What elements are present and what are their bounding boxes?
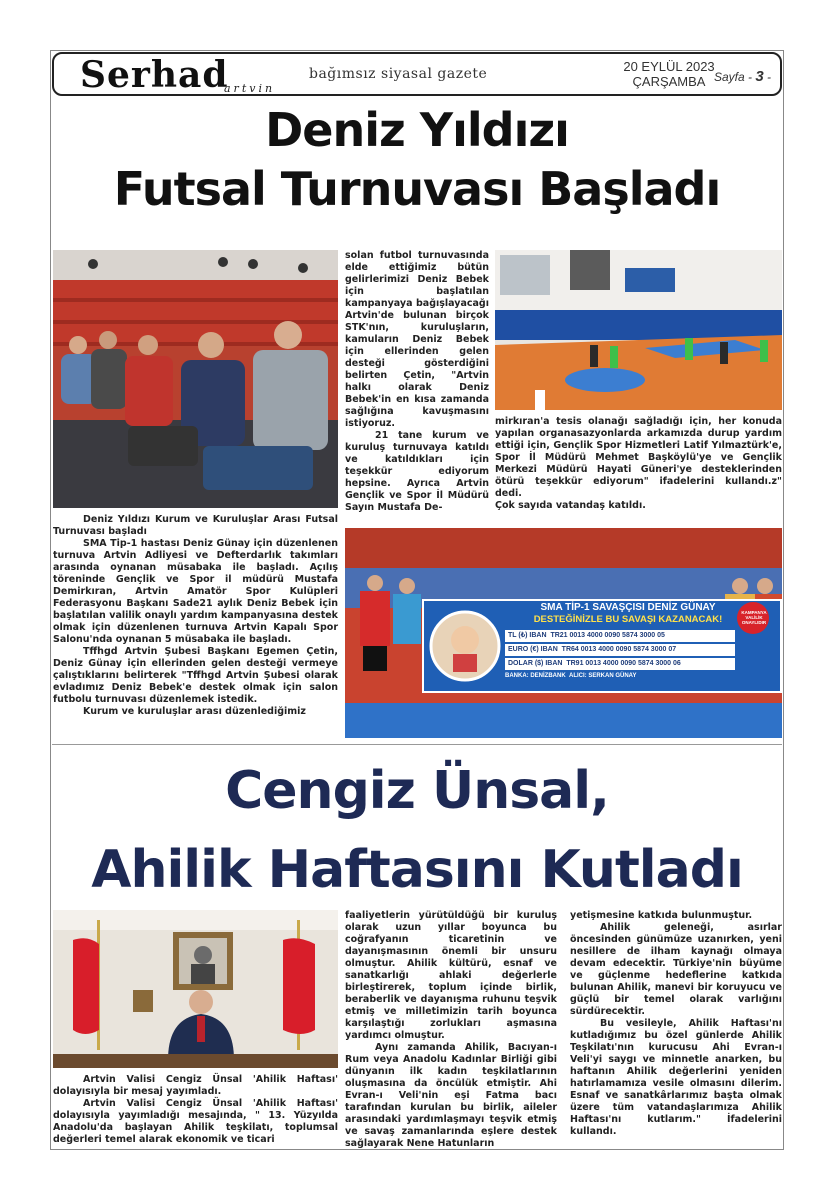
- page-number-label: Sayfa -: [714, 70, 753, 84]
- newspaper-logo: Serhad: [80, 54, 229, 96]
- newspaper-tagline: bağımsız siyasal gazete: [309, 66, 488, 82]
- article2-col2-para: Aynı zamanda Ahilik, Bacıyan-ı Rum veya Anadolu Kadınlar Birliği gibi dünyanın ilk kadın teşkilatlarının oluşmasına da öncülük etmiştir. Ahi Evran-ı Veli'nin eşi Fatma bacı tarafından kurulan bu birlik, aileler arasındaki yardımlaşmayı teşvik etmiş ve savaş zamanlarında eşlere destek sağlayarak Nene Hatunların: [345, 1042, 557, 1149]
- article2-col3-para: Bu vesileyle, Ahilik Haftası'nı kutladığımız bu özel günlerde Ahilik Teşkilatı'nın kurucusu Ahi Evran-ı Veli'yi saygı ve minnetle anarken, bu haftanın Ahilik değerlerini yeniden hatırlamamıza vesile olmasını dilerim. Esnaf ve sanatkârlarımız başta olmak üzere tüm vatandaşlarımıza Ahilik Haftası'nı kutlarım." İfadelerini kullandı.: [570, 1018, 782, 1137]
- article2-photo-caption: Artvin Valisi Cengiz Ünsal 'Ahilik Haftası' dolayısıyla bir mesaj yayımladı.: [53, 1074, 338, 1097]
- spectators-photo: [53, 250, 338, 508]
- section-divider: [52, 744, 782, 745]
- banner-iban-row: [505, 630, 735, 642]
- masthead: [52, 52, 782, 96]
- banner-recipient: ALICI: SERKAN GÜNAY: [569, 673, 637, 679]
- article2-col3-para: yetişmesine katkıda bulunmuştur.: [570, 910, 753, 921]
- article2-headline-line1: Cengiz Ünsal,: [225, 761, 609, 821]
- iban-label: DOLAR ($) IBAN: [508, 660, 563, 667]
- article2-column-3: [570, 910, 782, 1138]
- page-number: [714, 68, 771, 85]
- issue-weekday: ÇARŞAMBA: [632, 74, 706, 89]
- article1-col3-para: Çok sayıda vatandaş katıldı.: [495, 500, 646, 511]
- article1-column-3: [495, 416, 782, 512]
- banner-iban-row: [505, 644, 735, 656]
- page-number-suffix: -: [767, 70, 772, 84]
- article1-photo-caption: Deniz Yıldızı Kurum ve Kuruluşlar Arası Futsal Turnuvası başladı: [53, 514, 338, 537]
- banner-badge: KAMPANYA VALİLİK ONAYLIDIR: [741, 610, 767, 625]
- article1-col1-para: Kurum ve kuruluşlar arası düzenlediğimiz: [83, 706, 306, 717]
- article2-headline-line2: Ahilik Haftasını Kutladı: [91, 840, 743, 900]
- iban-value: TR64 0013 4000 0090 5874 3000 07: [561, 646, 677, 653]
- article1-col3-para: mirkıran'a tesis olanağı sağladığı için, her konuda yapılan organasazyonlarda arkamızda durup yardım ettiği için, Gençlik Spor Hizmetleri Latif Yılmaztürk'e, Spor İl Müdürü Mehmet Başköylü'ye ve Gençlik Merkezi Müdürü Hayati Güneri'ye desteklerinden ötürü teşekkür ediyorum" ifadelerini kullandı.z" dedi.: [495, 416, 782, 499]
- issue-date-day: 20 EYLÜL 2023: [623, 59, 715, 74]
- iban-value: TR91 0013 4000 0090 5874 3000 06: [566, 660, 681, 667]
- article1-col1-para: SMA Tip-1 hastası Deniz Günay için düzenlenen turnuva Artvin Adliyesi ve Defterdarlık takımları arasında oynanan müsabaka ile başladı. Açılış töreninde Gençlik ve Spor il müdürü Mustafa Demirkıran, Artvin Amatör Spor Kulüpleri Federasyonu Başkanı Sade21 aylık Deniz Bebek için başlatılan valilik onaylı yardım kampanyasına destek olmak için düzenlenen turnuva Artvin Kapalı Spor Salonu'nda oynanan 5 müsabaka ile başladı.: [53, 538, 338, 645]
- article1-col2-para: 21 tane kurum ve kuruluş turnuvaya katıldı ve katıldıkları için teşekkür ediyorum hepsine. Ayrıca Artvin Gençlik ve Spor İl Müdürü Sayın Mustafa De-: [345, 430, 489, 513]
- newspaper-logo-subtitle: artvin: [224, 82, 276, 95]
- banner-iban-row: [505, 658, 735, 670]
- article1-headline: [52, 100, 782, 218]
- banner-bank: BANKA: DENİZBANK: [505, 673, 566, 679]
- article2-col3-para: Ahilik geleneği, asırlar öncesinden günümüze uzanırken, yeni nesillere de ilham kaynağı olmaya devam edecektir. Türkiye'nin büyüme ve güçlenme hedeflerine katkıda bulunan Ahilik, manevi bir koruyucu ve güçlü bir temel olarak varlığını sürdürecektir.: [570, 922, 782, 1017]
- article1-col2-para: solan futbol turnuvasında elde ettiğimiz bütün gelirlerimizi Deniz Bebek için başlatılan kampanyaya bağışlayacağı Artvin'de bulunan birçok STK'nın, kuruluşların, kamuların Deniz Bebek için ellerinden gelen desteği gösterdiğini belirten Çetin, "Artvin halkı olarak Deniz Bebek'in en kısa zamanda sağlığına kavuşmasını istiyoruz.: [345, 250, 489, 429]
- article2-column-2: [345, 910, 557, 1150]
- article1-column-2: [345, 250, 489, 514]
- article1-headline-line2: Futsal Turnuvası Başladı: [113, 162, 721, 216]
- article2-headline: [52, 752, 782, 910]
- iban-label: TL (₺) IBAN: [508, 632, 547, 639]
- governor-photo: [53, 910, 338, 1068]
- banner-subtitle: DESTEĞİNİZLE BU SAVAŞI KAZANACAK!: [533, 614, 723, 625]
- issue-date: [614, 59, 724, 89]
- article1-headline-line1: Deniz Yıldızı: [265, 103, 569, 157]
- banner-iban-list: [505, 630, 735, 680]
- article1-col1-para: Tffhgd Artvin Şubesi Başkanı Egemen Çetin, Deniz Günay için ellerinden gelen desteği vermeye çalıştıklarını belirterek "Tffhgd Artvin Şubesi olarak evladımız Deniz Bebek'e destek olmak için salon futbolu turnuvası düzenlemek istedik.: [53, 646, 338, 705]
- article1-column-1: [53, 514, 338, 718]
- page-number-value: 3: [755, 68, 764, 85]
- article2-column-1: [53, 1074, 338, 1146]
- banner-bank-row: [505, 672, 735, 680]
- campaign-banner-photo: [345, 528, 782, 738]
- futsal-match-photo: [495, 250, 782, 410]
- iban-label: EURO (€) IBAN: [508, 646, 558, 653]
- article2-col2-para: faaliyetlerin yürütüldüğü bir kuruluş olarak uzun yıllar boyunca bu coğrafyanın ticaretinin ve dayanışmasının önemli bir unsuru olmuştur. Ahilik kültürü, esnaf ve sanatkarlığı ahlaki değerlerle birleştirerek, toplum içinde birlik, beraberlik ve dayanışma ruhunu teşvik etmiş ve milletimizin tarih boyunca karşılaştığı zorlukları aşmasına yardımcı olmuştur.: [345, 910, 557, 1041]
- article2-col1-para: Artvin Valisi Cengiz Ünsal 'Ahilik Haftası' dolayısıyla yayımladığı mesajında, " 13. Yüzyılda Anadolu'da başlayan Ahilik teşkilatı, toplumsal değerleri temel alarak ekonomik ve ticari: [53, 1098, 338, 1145]
- banner-title: SMA TİP-1 SAVAŞÇISI DENİZ GÜNAY: [540, 602, 716, 613]
- iban-value: TR21 0013 4000 0090 5874 3000 05: [550, 632, 665, 639]
